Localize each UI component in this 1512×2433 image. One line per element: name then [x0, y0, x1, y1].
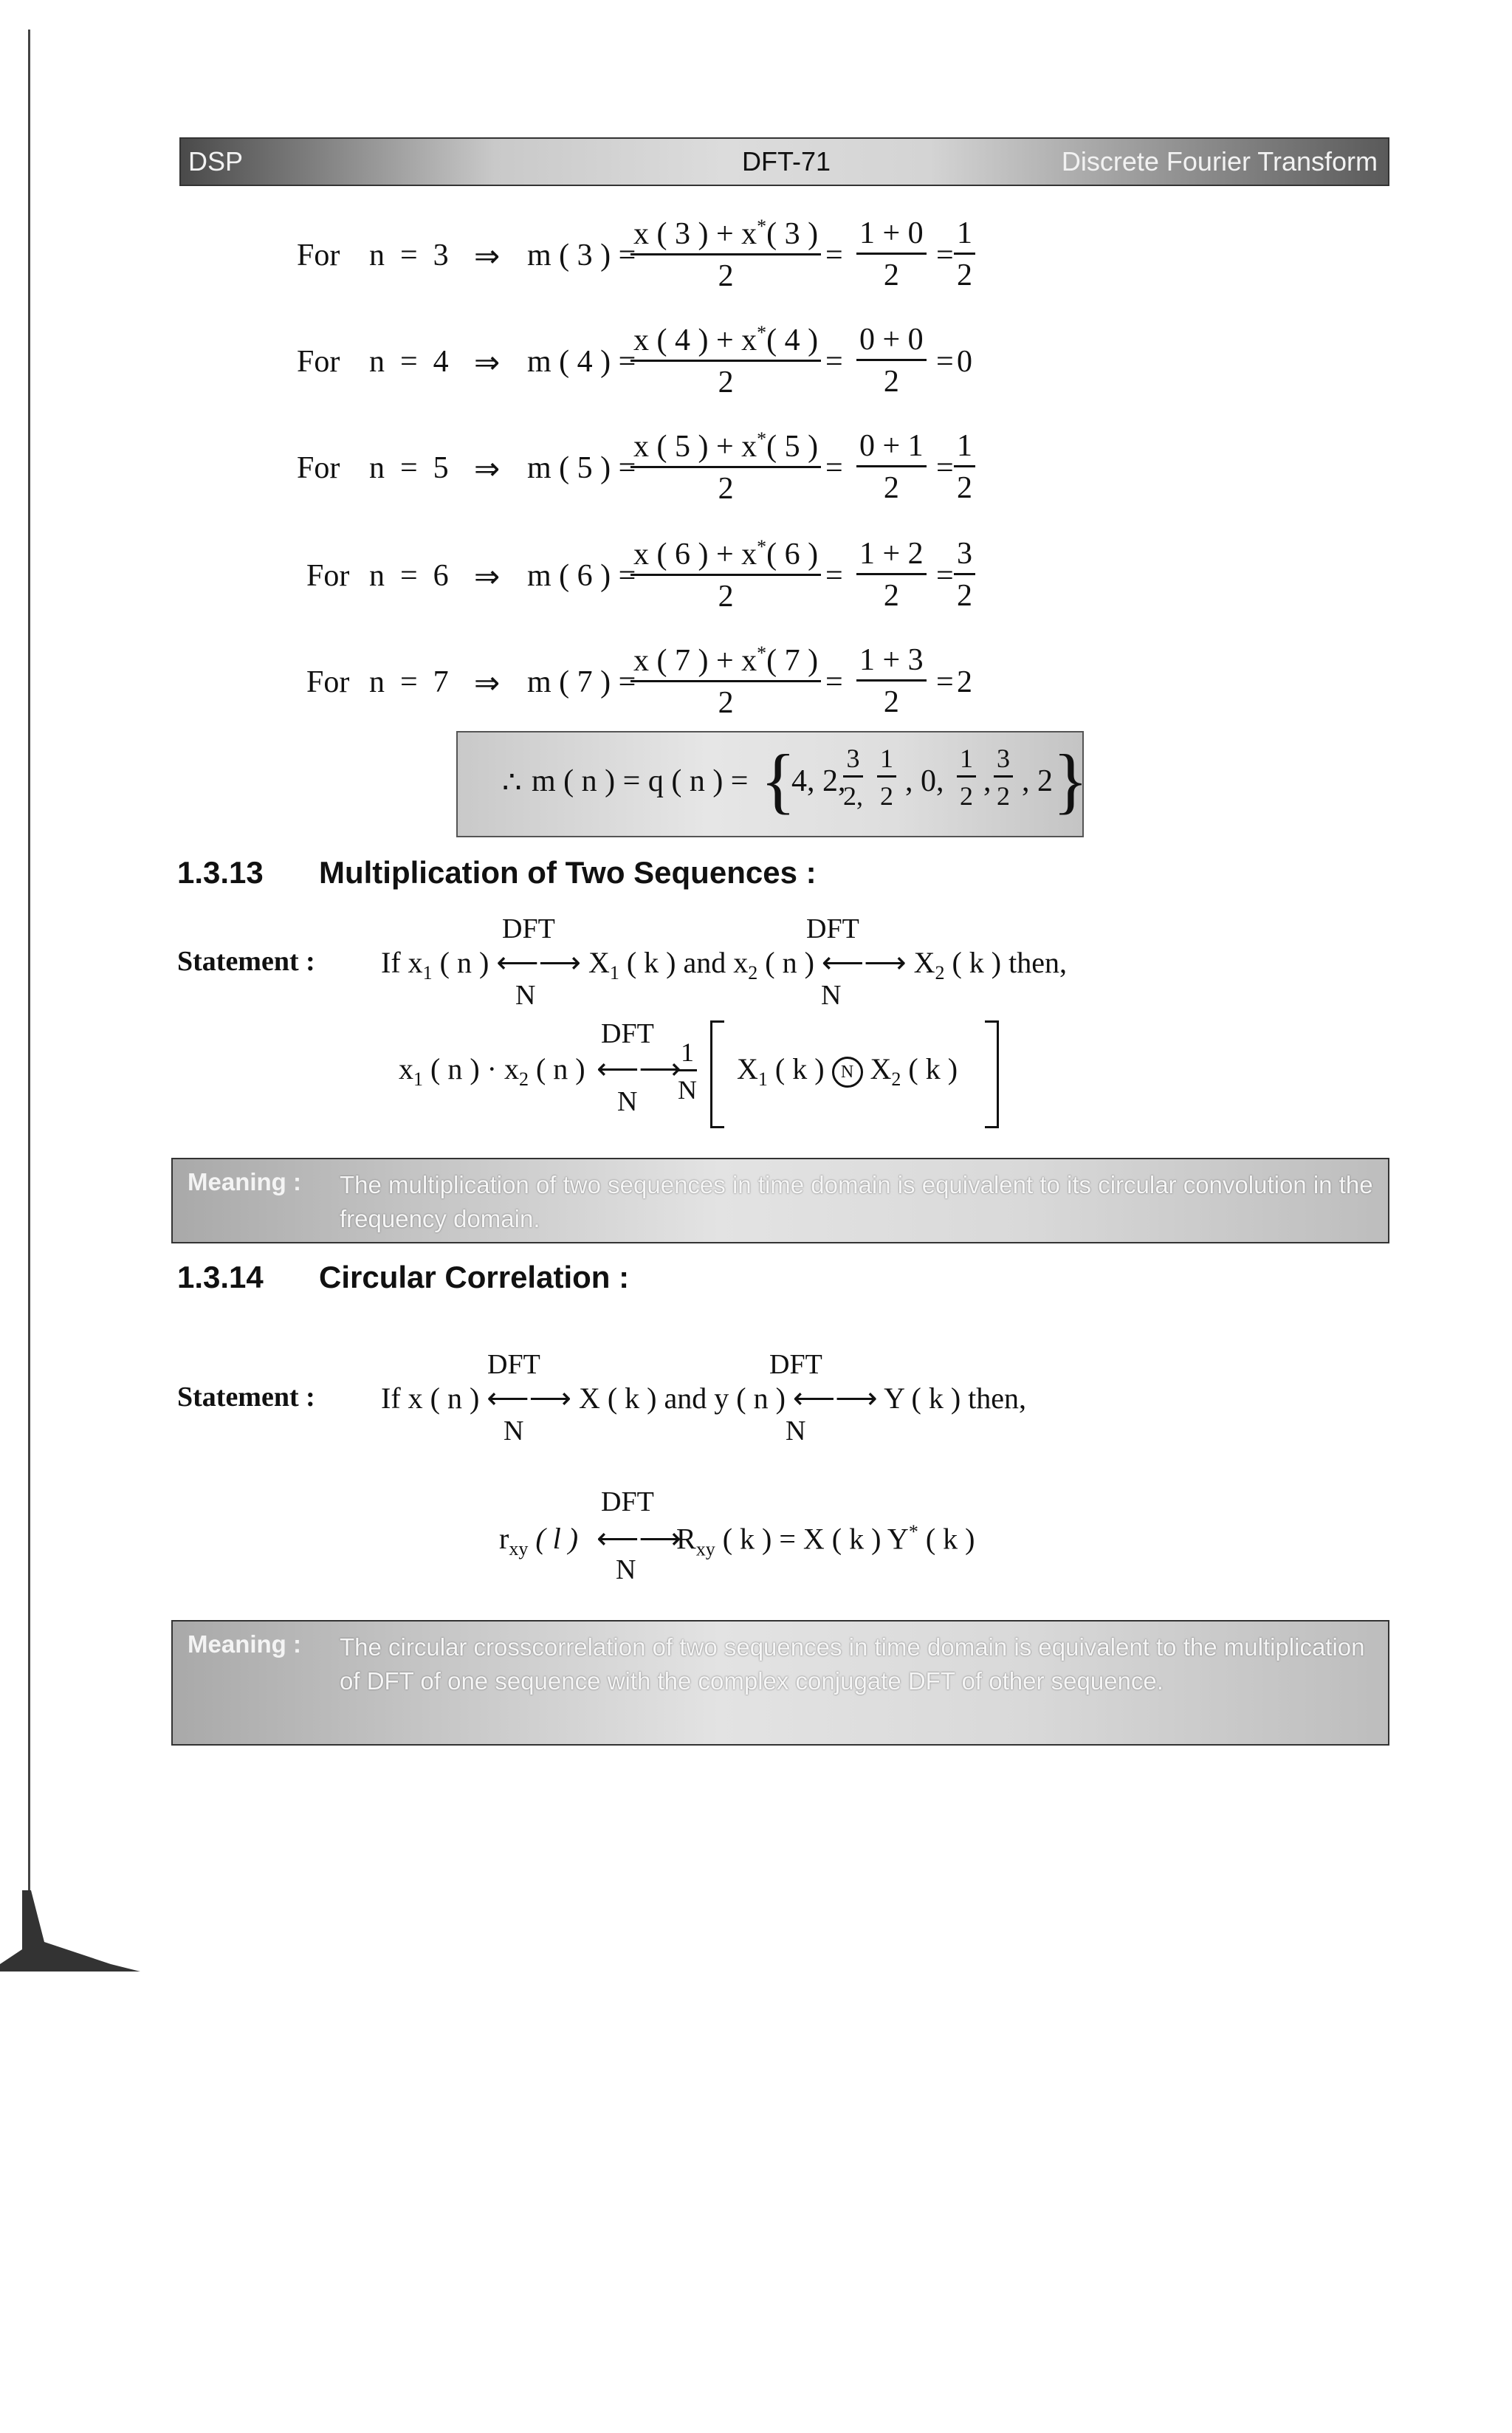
fraction-result: $\frac{1}{2}$ [954, 216, 975, 293]
for-label: For [306, 559, 350, 593]
dft-label: DFT [806, 913, 859, 944]
right-bracket [985, 1020, 999, 1128]
n-value: n = 6 [369, 559, 449, 593]
equals-symbol: = [936, 559, 954, 593]
result-box: ∴ m ( n ) = q ( n ) = { 4, 2, $\frac{3}{2,}$ $\frac{1}{2}$ , 0, $\frac{1}{2}$ , $\frac{3}{2}$ , 2 } [456, 731, 1084, 837]
result-frac-4: $\frac{3}{2}$ [994, 743, 1013, 811]
multiplication-lhs: $x_1$ ( n ) · $x_2$ ( n ) [399, 1052, 585, 1090]
meaning-text: The multiplication of two sequences in time domain is equivalent to its circular convolution in the frequency domain. [340, 1171, 1373, 1232]
result-frac-2: $\frac{1}{2}$ [877, 743, 896, 811]
fraction-values: $\frac{1 + 2}{2}$ [856, 536, 927, 614]
header-left: DSP [188, 146, 244, 176]
dft-arrow: ⟵⟶ [597, 1052, 681, 1085]
fraction-values: $\frac{1 + 0}{2}$ [856, 216, 927, 293]
for-label: For [297, 239, 340, 272]
n-value: n = 3 [369, 239, 449, 272]
m-lhs: m ( 3 ) = [527, 239, 636, 272]
dft-label: DFT [601, 1018, 654, 1049]
n-label: N [786, 1415, 806, 1447]
m-lhs: m ( 5 ) = [527, 451, 636, 485]
left-brace: { [760, 739, 796, 821]
implies-symbol: ⇒ [474, 560, 501, 594]
statement-label: Statement : [177, 1382, 315, 1413]
n-label: N [617, 1086, 638, 1117]
fraction-definition: $\frac{x ( 4 ) + x^*( 4 )}{2}$ [630, 322, 821, 400]
multiplication-rhs: $X_1$ ( k ) N $X_2$ ( k ) [737, 1052, 958, 1090]
section-title: Multiplication of Two Sequences : [319, 855, 817, 890]
implies-symbol: ⇒ [474, 240, 501, 274]
fraction-values: $\frac{0 + 0}{2}$ [856, 322, 927, 399]
m-lhs: m ( 4 ) = [527, 345, 636, 379]
fraction-definition: $\frac{x ( 3 ) + x^*( 3 )}{2}$ [630, 216, 821, 294]
right-brace: } [1053, 739, 1088, 821]
n-label: N [821, 980, 842, 1011]
fraction-definition: $\frac{x ( 6 ) + x^*( 6 )}{2}$ [630, 536, 821, 614]
result-value: 0 [957, 345, 972, 379]
for-label: For [306, 665, 350, 699]
equation-row [0, 322, 1512, 431]
result-lhs: m ( n ) = q ( n ) = [532, 764, 749, 798]
page-header [179, 137, 1389, 186]
meaning-label: Meaning : [188, 1630, 301, 1658]
section-title: Circular Correlation : [319, 1260, 630, 1294]
equals-symbol: = [936, 345, 954, 379]
for-label: For [297, 345, 340, 379]
meaning-box-2 [171, 1620, 1389, 1746]
equals-symbol: = [825, 345, 843, 379]
therefore-symbol: ∴ [502, 766, 522, 800]
implies-symbol: ⇒ [474, 346, 501, 380]
left-bracket [710, 1020, 724, 1128]
circular-convolution-symbol: N [832, 1057, 863, 1088]
dft-label: DFT [601, 1486, 654, 1517]
equals-symbol: = [825, 559, 843, 593]
meaning-text: The circular crosscorrelation of two sequences in time domain is equivalent to the multiplication of DFT of one sequence with the complex conjugate DFT of other sequence. [340, 1633, 1365, 1695]
implies-symbol: ⇒ [474, 453, 501, 487]
fraction-result: $\frac{1}{2}$ [954, 428, 975, 506]
statement-label: Statement : [177, 946, 315, 977]
result-values: 4, 2, [791, 764, 846, 798]
header-page-number: DFT-71 [742, 146, 831, 176]
equation-row [0, 536, 1512, 645]
equals-symbol: = [936, 665, 954, 699]
result-zero: , 0, [905, 764, 944, 798]
section-number: 1.3.14 [177, 1260, 264, 1294]
meaning-box-1 [171, 1158, 1389, 1243]
fraction-definition: $\frac{x ( 5 ) + x^*( 5 )}{2}$ [630, 428, 821, 507]
n-value: n = 4 [369, 345, 449, 379]
result-value: 2 [957, 665, 972, 699]
dft-label: DFT [502, 913, 555, 944]
result-frac-3: $\frac{1}{2}$ [957, 743, 976, 811]
n-label: N [504, 1415, 524, 1447]
m-lhs: m ( 7 ) = [527, 665, 636, 699]
correlation-lhs: $r_{xy}$ ( l ) [499, 1522, 579, 1559]
fraction-result: $\frac{3}{2}$ [954, 536, 975, 614]
for-label: For [297, 451, 340, 485]
equals-symbol: = [936, 239, 954, 272]
header-chapter-title: Discrete Fourier Transform [1061, 146, 1378, 176]
fraction-values: $\frac{0 + 1}{2}$ [856, 428, 927, 506]
fraction-values: $\frac{1 + 3}{2}$ [856, 642, 927, 720]
result-frac-1: $\frac{3}{2,}$ [843, 744, 863, 811]
fraction-definition: $\frac{x ( 7 ) + x^*( 7 )}{2}$ [630, 642, 821, 721]
dft-label: DFT [487, 1349, 540, 1380]
correlation-rhs: $R_{xy}$ ( k ) = X ( k ) Y* ( k ) [676, 1521, 975, 1560]
result-last: , 2 [1022, 764, 1053, 798]
equation-row [0, 428, 1512, 538]
n-label: N [616, 1554, 636, 1585]
one-over-n: $\frac{1}{N}$ [678, 1037, 697, 1105]
equals-symbol: = [825, 665, 843, 699]
meaning-label: Meaning : [188, 1168, 301, 1195]
margin-ink-mark [0, 1890, 140, 1972]
m-lhs: m ( 6 ) = [527, 559, 636, 593]
implies-symbol: ⇒ [474, 667, 501, 701]
correlation-statement-line: If x ( n ) ⟵⟶ X ( k ) and y ( n ) ⟵⟶ Y ( k ) then, [381, 1382, 1027, 1415]
multiplication-statement-line: If $x_1$ ( n ) ⟵⟶ $X_1$ ( k ) and $x_2$ ( n ) ⟵⟶ $X_2$ ( k ) then, [381, 946, 1067, 984]
equation-row [0, 216, 1512, 325]
equals-symbol: = [825, 451, 843, 485]
section-number: 1.3.13 [177, 855, 264, 890]
n-value: n = 7 [369, 665, 449, 699]
n-value: n = 5 [369, 451, 449, 485]
dft-label: DFT [769, 1349, 822, 1380]
equals-symbol: = [825, 239, 843, 272]
n-label: N [515, 980, 536, 1011]
dft-arrow: ⟵⟶ [597, 1522, 681, 1555]
equals-symbol: = [936, 451, 954, 485]
